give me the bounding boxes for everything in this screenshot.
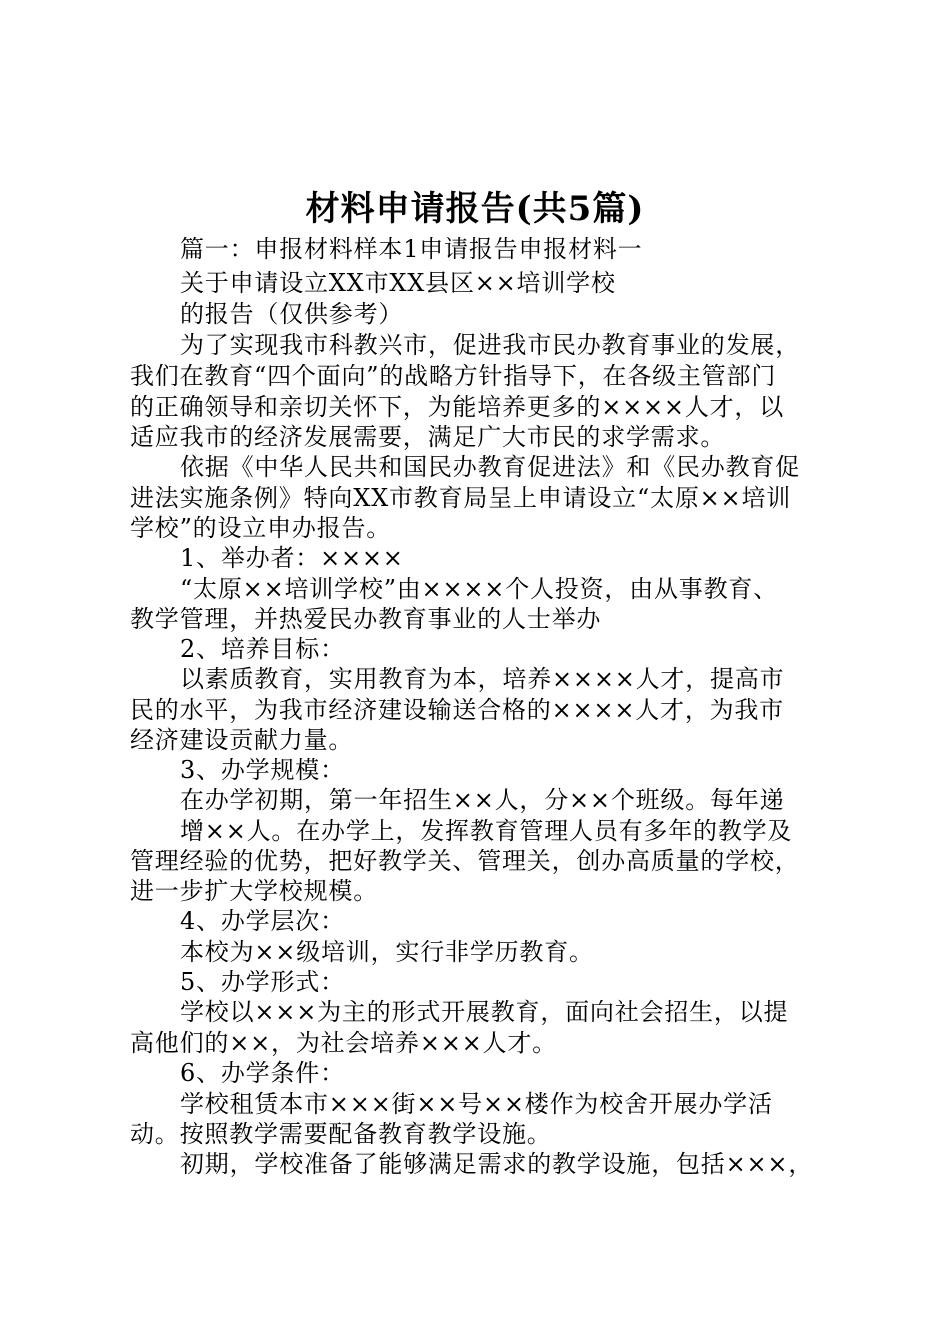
text-line: 我们在教育“四个面向”的战略方针指导下，在各级主管部门 [130,362,777,390]
text-line: 依据《中华人民共和国民办教育促进法》和《民办教育促 [180,453,800,481]
text-line: 进一步扩大学校规模。 [130,877,378,905]
text-line: 以素质教育，实用教育为本，培养××××人才，提高市 [180,665,785,693]
text-line: 学校以×××为主的形式开展教育，面向社会招生，以提 [180,998,789,1026]
text-line: 动。按照教学需要配备教育教学设施。 [130,1120,552,1148]
text-line: 4、办学层次： [180,907,345,935]
text-line: 经济建设贡献力量。 [130,726,354,754]
text-line: 初期，学校准备了能够满足需求的教学设施，包括×××， [180,1150,814,1178]
text-line: 为了实现我市科教兴市，促进我市民办教育事业的发展， [180,331,800,359]
text-line: 增××人。在办学上，发挥教育管理人员有多年的教学及 [180,817,793,845]
text-line: 2、培养目标： [180,635,345,663]
text-line: 教学管理，并热爱民办教育事业的人士举办 [130,605,602,633]
text-line: 进法实施条例》特向XX市教育局呈上申请设立“太原××培训 [130,484,792,512]
text-line: 的正确领导和亲切关怀下，为能培养更多的××××人才，以 [130,393,785,421]
text-line: 在办学初期，第一年招生××人，分××个班级。每年递 [180,786,785,814]
text-line: 篇一：申报材料样本1申请报告申报材料一 [180,235,643,263]
text-line: 学校”的设立申办报告。 [130,514,392,542]
text-line: 3、办学规模： [180,756,345,784]
document-title: 材料申请报告(共5篇) [305,189,645,229]
text-line: 5、办学形式： [180,968,345,996]
text-line: 管理经验的优势，把好教学关、管理关，创办高质量的学校， [130,847,800,875]
text-line: 1、举办者：×××× [180,544,404,572]
text-line: 学校租赁本市×××街××号××楼作为校舍开展办学活 [180,1090,773,1118]
text-line: 高他们的××，为社会培养×××人才。 [130,1029,557,1057]
text-line: 6、办学条件： [180,1059,345,1087]
text-line: 关于申请设立XX市XX县区××培训学校 [180,269,616,297]
text-line: 适应我市的经济发展需要，满足广大市民的求学需求。 [130,423,726,451]
text-line: 本校为××级培训，实行非学历教育。 [180,938,594,966]
text-line: 民的水平，为我市经济建设输送合格的××××人才，为我市 [130,696,785,724]
text-line: 的报告（仅供参考） [180,300,404,328]
text-line: “太原××培训学校”由××××个人投资，由从事教育、 [180,575,778,603]
